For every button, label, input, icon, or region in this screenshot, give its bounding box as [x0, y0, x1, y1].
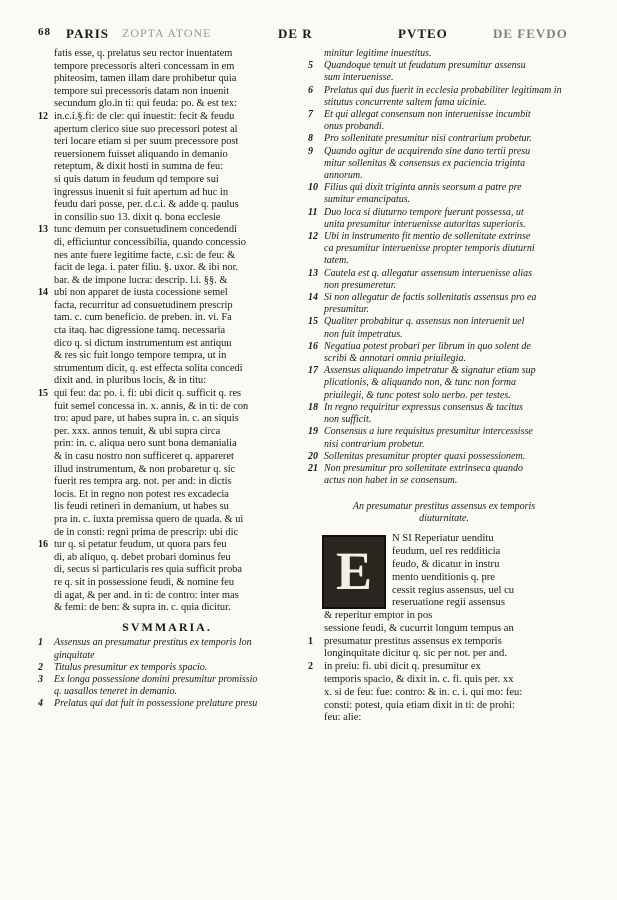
text-line: [38, 250, 296, 263]
line-text: nes ante fuere legitime facte, c.si: de feu: &: [54, 249, 236, 261]
text-line: N SI Reperiatur uenditu: [392, 533, 494, 545]
book-page: [38, 22, 583, 882]
line-text: Si non allegatur de factis sollenitatis assensus pro ea: [324, 292, 537, 304]
line-text: fuit semel concessa in. x. annis, & in ti: de con: [54, 400, 249, 412]
line-text: ca presumitur interuenisse propter temporis diuturni: [324, 243, 535, 255]
text-line: [308, 292, 580, 304]
text-line: [38, 602, 296, 615]
text-line: [308, 243, 580, 255]
text-line: cessit regius assensus, uel cu: [392, 584, 515, 596]
text-line: [308, 97, 580, 109]
line-text: presumatur prestitus assensus ex temporis: [324, 635, 502, 647]
margin-number: 12: [308, 231, 318, 243]
text-line: [308, 610, 580, 623]
line-text: unita presumitur interuenisse autoritas superioris.: [324, 218, 526, 230]
margin-number: 4: [38, 698, 43, 710]
text-line: [38, 413, 296, 426]
text-line: [308, 674, 580, 687]
text-line: [38, 300, 296, 313]
line-text: non fuit impetratus.: [324, 328, 403, 340]
line-text: reteptum, & dixit hosti in summa de feu:: [54, 161, 224, 173]
text-line: [308, 231, 580, 243]
line-text: Duo loca si diuturno tempore fuerunt possessa, ut: [324, 206, 524, 218]
text-line: [38, 111, 296, 124]
text-line: [38, 375, 296, 388]
header-mid-title: DE R: [278, 26, 313, 41]
text-line: [38, 174, 296, 187]
text-line: [308, 648, 580, 661]
text-line: [308, 451, 580, 463]
text-line: [308, 280, 580, 292]
text-line: [38, 86, 296, 99]
line-text: di, secus si particularis res quia sufficit proba: [54, 564, 242, 576]
line-text: minitur legitime inuestitus.: [324, 48, 432, 59]
margin-number: 15: [38, 388, 48, 400]
line-text: presumitur.: [324, 304, 369, 316]
line-text: sum interuenisse.: [324, 72, 394, 84]
line-text: tur q. si petatur feudum, ut quora pars feu: [54, 539, 227, 551]
margin-number: 1: [38, 637, 43, 649]
line-text: & femi: de ben: & supra in. c. quia dicitur.: [54, 602, 231, 614]
line-text: sumitur emancipatus.: [324, 194, 411, 206]
line-text: nisi contrarium probetur.: [324, 438, 425, 450]
line-text: scribi & annotari omnia priuilegia.: [324, 353, 466, 365]
text-line: [38, 637, 296, 649]
text-line: [38, 698, 296, 710]
text-line: [308, 304, 580, 316]
text-line: [308, 72, 580, 84]
line-text: stitutus concurrente saltem fama uicinie.: [324, 96, 487, 108]
line-text: tro: apud pare, ut habes supra in. c. an siquis: [54, 413, 239, 425]
line-text: si quis datum in feudum qd tempore sui: [54, 173, 219, 185]
text-line: [308, 700, 580, 713]
line-text: de in consti: regni prima de prescrip: ubi dic: [54, 526, 239, 538]
text-line: [308, 475, 580, 487]
text-line: [308, 219, 580, 231]
text-line: [38, 476, 296, 489]
text-line: [308, 109, 580, 121]
margin-number: 17: [308, 365, 318, 377]
running-header: [38, 22, 583, 44]
header-left-title: PARIS: [66, 26, 110, 41]
text-line: [308, 182, 580, 194]
line-text: Quandoque tenuit ut feudatum presumitur assensu: [324, 60, 526, 72]
summaria-heading: SVMMARIA.: [122, 620, 212, 634]
line-text: Non presumitur pro sollenitate extrinseca quando: [324, 462, 523, 474]
text-line: [38, 149, 296, 162]
page-number: 68: [38, 26, 51, 38]
text-line: [38, 48, 296, 61]
text-line: [308, 158, 580, 170]
text-line: [38, 577, 296, 590]
line-text: Filius qui dixit triginta annis seorsum a patre pre: [324, 182, 522, 194]
line-text: feudu dari posse, per. d.c.i. & adde q. paulus: [54, 199, 239, 211]
text-line: [38, 552, 296, 565]
text-line: [308, 353, 580, 365]
line-text: Quando agitur de acquirendo sine dano tertii presu: [324, 145, 531, 157]
line-text: sessione feudi, & cucurrit longum tempus an: [324, 622, 514, 634]
text-line: [308, 365, 580, 377]
line-text: annorum.: [324, 170, 363, 182]
text-line: [38, 514, 296, 527]
text-line: [38, 426, 296, 439]
section-title: An presumatur prestitus assensus ex temporis diuturnitate.: [352, 501, 536, 525]
margin-number: 16: [38, 539, 48, 551]
text-line: [38, 212, 296, 225]
line-text: di, efficiuntur concessibilia, quando concessio: [54, 236, 246, 248]
line-text: tempore precessoris alteri concessam in em: [54, 60, 235, 72]
main-text-block: [308, 533, 580, 725]
line-text: fuerit res tempra arg. not. per and: in dictis: [54, 476, 232, 488]
summary-list: [308, 48, 580, 487]
margin-number: 9: [308, 145, 313, 157]
line-text: re q. sit in possessione feudi, & nomine feu: [54, 576, 235, 588]
line-text: qui feu: da: po. i. fi: ubi dicit q. sufficit q. res: [54, 388, 242, 400]
decorated-initial: E: [322, 535, 386, 609]
left-body-text: [38, 48, 296, 615]
text-line: [38, 489, 296, 502]
line-text: dico q. si dictum instrumentum est antiquu: [54, 337, 232, 349]
line-text: priuilegii, & tunc potest solo uerbo. per testes.: [324, 389, 511, 401]
text-line: [308, 390, 580, 402]
text-line: [308, 377, 580, 389]
line-text: Pro sollenitate presumitur nisi contrarium probetur.: [324, 133, 532, 145]
text-line: [38, 287, 296, 300]
margin-number: 2: [38, 661, 43, 673]
text-line: [38, 650, 296, 662]
line-text: Prelatus qui dus fuerit in ecclesia probabiliter legitimam in: [324, 84, 562, 96]
text-line: [38, 451, 296, 464]
text-line: [308, 121, 580, 133]
text-line: [38, 262, 296, 275]
margin-number: 14: [308, 292, 318, 304]
margin-number: 10: [308, 182, 318, 194]
line-text: strumentum dicit, q. est effecta solita concedi: [54, 362, 243, 374]
text-line: [38, 161, 296, 174]
text-line: [308, 316, 580, 328]
line-text: fatis esse, q. prelatus seu rector inuentatem: [54, 48, 233, 59]
line-text: bar. & de impone lucra: descrip. l.i. §§. &: [54, 274, 228, 286]
margin-number: 11: [308, 206, 318, 218]
text-line: [308, 146, 580, 158]
text-line: reseruatione regii assensus: [392, 597, 505, 609]
line-text: Assensus aliquando impetratur & signatur etiam sup: [324, 365, 536, 377]
text-line: [308, 623, 580, 636]
margin-number: 2: [308, 661, 313, 673]
margin-number: 19: [308, 426, 318, 438]
line-text: & in casu nostro non sufficeret q. appareret: [54, 451, 234, 462]
line-text: & reperitur emptor in pos: [324, 610, 433, 622]
text-line: [38, 187, 296, 200]
text-line: [38, 662, 296, 674]
line-text: facit de lega. i. pater filiu. §. uxor. & ibi nor.: [54, 262, 239, 274]
line-text: Ubi in instrumento fit mentio de sollenitate extrinse: [324, 231, 531, 243]
line-text: Prelatus qui dat fuit in possessione prelature presu: [54, 698, 258, 710]
line-text: non sufficit.: [324, 414, 372, 426]
line-text: Titulus presumitur ex temporis spacio.: [54, 661, 208, 673]
text-line: [38, 388, 296, 401]
text-line: feudum, uel res redditicia: [392, 546, 501, 558]
line-text: tam. c. cum beneficio. de preben. in. vi. Fa: [54, 312, 232, 324]
text-line: [308, 439, 580, 451]
margin-number: 3: [38, 673, 43, 685]
line-text: di agat, & per and. in ti: de contro: inter mas: [54, 589, 239, 601]
text-line: [38, 527, 296, 540]
line-text: consti: potest, quia etiam dixit in ti: de prohi:: [324, 699, 515, 711]
text-line: [308, 60, 580, 72]
line-text: in preiu: fi. ubi dicit q. presumitur ex: [324, 661, 481, 673]
margin-number: 1: [308, 635, 313, 647]
margin-number: 5: [308, 60, 313, 72]
line-text: per. xxx. annos tenuit, & ubi supra circa: [54, 425, 221, 437]
text-line: [38, 136, 296, 149]
left-column: [38, 48, 296, 711]
line-text: onus probandi.: [324, 121, 385, 133]
main-body-text: [308, 610, 580, 725]
line-text: Assensus an presumatur prestitus ex temporis lon: [54, 637, 252, 649]
text-line: [38, 674, 296, 686]
margin-number: 12: [38, 110, 48, 122]
margin-number: 20: [308, 450, 318, 462]
text-line: [38, 237, 296, 250]
line-text: apertum clerico siue suo precessori potest al: [54, 123, 238, 135]
text-line: [38, 312, 296, 325]
margin-number: 13: [308, 267, 318, 279]
line-text: actus non habet in se consensum.: [324, 475, 458, 487]
text-line: [38, 464, 296, 477]
text-line: [38, 350, 296, 363]
text-line: [38, 98, 296, 111]
line-text: q. uasallos teneret in demanio.: [54, 686, 177, 698]
line-text: reuersionem fuisset aliquando in demanio: [54, 148, 228, 160]
text-line: [38, 564, 296, 577]
line-text: temporis spacio, & dixit in. c. fi. quis per. xx: [324, 674, 514, 686]
header-right-title: PVTEO: [398, 26, 448, 41]
line-text: dixit and. in pluribus locis, & in titu:: [54, 375, 207, 387]
text-line: [38, 338, 296, 351]
margin-number: 13: [38, 224, 48, 236]
line-text: in.c.i.§.fi: de cle: qui inuestit: fecit & feudu: [54, 110, 235, 122]
text-line: [38, 275, 296, 288]
text-line: [38, 224, 296, 237]
line-text: Et qui allegat consensum non interuenisse incumbit: [324, 109, 531, 121]
text-line: feudo, & dicatur in instru: [392, 558, 500, 570]
margin-number: 7: [308, 109, 313, 121]
margin-number: 14: [38, 287, 48, 299]
text-line: [308, 329, 580, 341]
right-column: [308, 48, 580, 725]
margin-number: 6: [308, 84, 313, 96]
line-text: longinquitate dicitur q. sic per not. per and.: [324, 648, 507, 660]
line-text: locis. Et in regno non potest res excadecia: [54, 488, 229, 500]
margin-number: 21: [308, 462, 318, 474]
line-text: ubi non apparet de iusta cocessione semel: [54, 287, 228, 299]
margin-number: 18: [308, 401, 318, 413]
text-line: [308, 687, 580, 700]
line-text: Consensus a iure requisitus presumitur intercessisse: [324, 426, 533, 438]
text-line: [308, 341, 580, 353]
text-line: mento uenditionis q. pre: [392, 571, 495, 583]
line-text: tunc demum per consuetudinem concedendi: [54, 224, 237, 236]
text-line: [308, 463, 580, 475]
text-line: [308, 268, 580, 280]
summaria-list: [38, 637, 296, 710]
text-line: [38, 401, 296, 414]
line-text: non presumeretur.: [324, 279, 397, 291]
text-line: [308, 170, 580, 182]
text-line: [308, 133, 580, 145]
line-text: In regno requiritur expressus consensus & tacitus: [324, 401, 523, 413]
line-text: & res sic fuit longo tempore tempra, ut in: [54, 350, 227, 362]
text-line: [308, 712, 580, 725]
text-line: [308, 207, 580, 219]
line-text: cta itaq. hac digressione tamq. necessaria: [54, 325, 226, 337]
text-line: [38, 325, 296, 338]
margin-number: 16: [308, 340, 318, 352]
line-text: Qualiter probabitur q. assensus non interuenit uel: [324, 316, 525, 328]
line-text: teri locare etiam si per suum precessore post: [54, 136, 239, 148]
text-line: [308, 85, 580, 97]
text-line: [308, 661, 580, 674]
text-line: [38, 73, 296, 86]
text-line: [38, 539, 296, 552]
text-line: [38, 590, 296, 603]
line-text: Cautela est q. allegatur assensum interuenisse alias: [324, 267, 533, 279]
text-line: [308, 636, 580, 649]
text-line: [308, 48, 580, 60]
line-text: ginquitate: [54, 649, 95, 661]
line-text: illud instrumentum, & non probaretur q. sic: [54, 463, 236, 475]
line-text: x. si de feu: fue: contro: & in. c. i. qui mo: feu:: [324, 686, 523, 698]
text-line: [38, 501, 296, 514]
text-line: [38, 363, 296, 376]
text-line: [308, 426, 580, 438]
line-text: ingressus inuenit si fuit apertum ad huc in: [54, 186, 229, 198]
line-text: Negatiua potest probari per librum in quo solent de: [324, 340, 531, 352]
text-line: [308, 255, 580, 267]
header-far-title: DE FEVDO: [493, 26, 568, 41]
text-line: [308, 194, 580, 206]
indented-lines: [308, 533, 580, 610]
header-left-faint: ZOPTA ATONE: [122, 26, 212, 40]
line-text: di, ab aliquo, q. debet probari dominus feu: [54, 551, 231, 563]
line-text: facta, recurritur ad consuetudinem prescrip: [54, 299, 233, 311]
text-line: [308, 402, 580, 414]
margin-number: 8: [308, 133, 313, 145]
line-text: Ex longa possessione domini presumitur promissio: [54, 673, 258, 685]
line-text: secundum glo.in ti: qui feuda: po. & est tex:: [54, 98, 237, 110]
line-text: tempore sui precessoris datam non inuenit: [54, 85, 230, 97]
text-line: [38, 199, 296, 212]
line-text: prin: in. c. aliqua uero sunt bona demanialia: [54, 438, 237, 450]
text-line: [38, 124, 296, 137]
margin-number: 15: [308, 316, 318, 328]
text-line: [308, 414, 580, 426]
line-text: lis feudi retineri in demanium, ut habes su: [54, 501, 229, 513]
text-line: [38, 61, 296, 74]
text-line: [38, 438, 296, 451]
line-text: plicationis, & aliquando non, & tunc non forma: [324, 377, 516, 389]
text-line: [38, 686, 296, 698]
line-text: pra in. c. iuxta premissa quero de quada. & ui: [54, 513, 244, 525]
line-text: phiteosim, tamen illam dare prohibetur quia: [54, 73, 237, 85]
line-text: mitur sollenitas & consensus ex paciencia triginta: [324, 157, 526, 169]
line-text: feu: alie:: [324, 712, 362, 724]
line-text: tatem.: [324, 255, 349, 267]
line-text: Sollenitas presumitur propter quasi possessionem.: [324, 450, 526, 462]
line-text: in consilio suo 13. dixit q. bona ecclesie: [54, 211, 221, 223]
